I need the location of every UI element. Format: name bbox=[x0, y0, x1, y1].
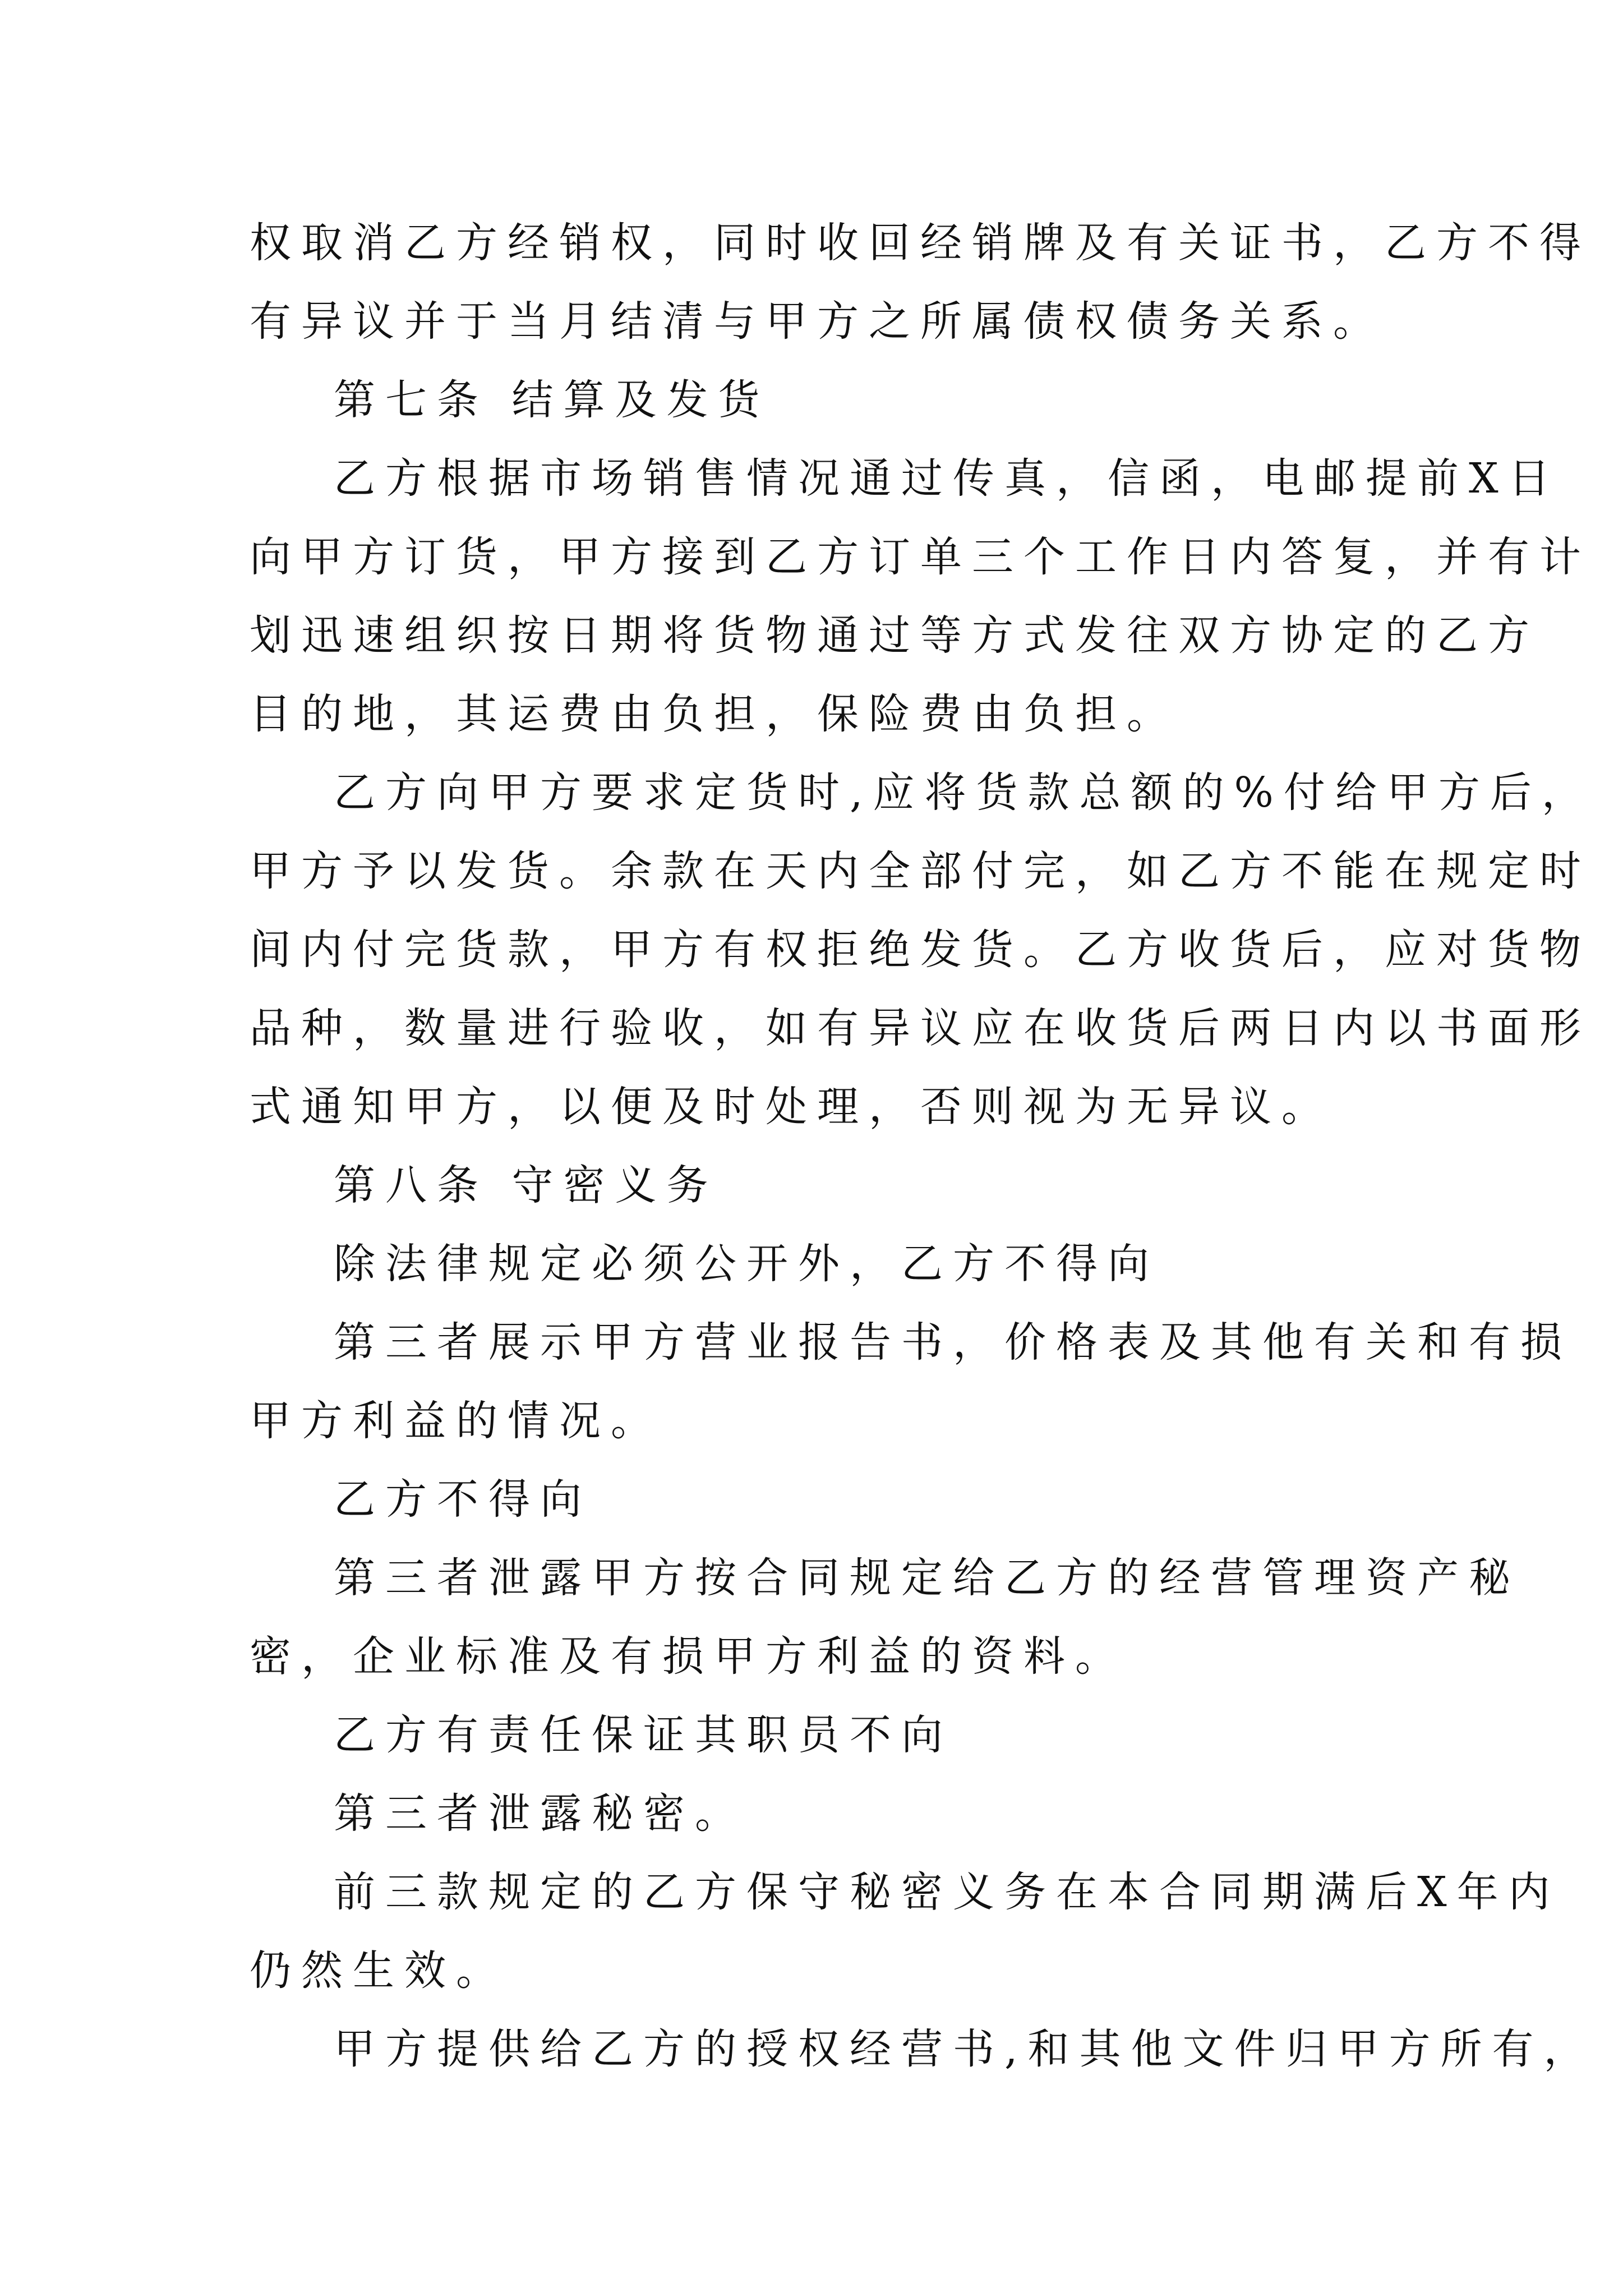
text-line: 品种，数量进行验收，如有异议应在收货后两日内以书面形 bbox=[250, 1004, 1591, 1052]
text-line: 除法律规定必须公开外，乙方不得向 bbox=[334, 1240, 1159, 1288]
text-line: 第三者泄露秘密。 bbox=[334, 1789, 746, 1838]
text-line: 仍然生效。 bbox=[250, 1947, 508, 1995]
text-line: 甲方利益的情况。 bbox=[250, 1397, 662, 1445]
text-line: 间内付完货款，甲方有权拒绝发货。乙方收货后，应对货物 bbox=[250, 926, 1591, 974]
text-line: 第三者展示甲方营业报告书，价格表及其他有关和有损 bbox=[334, 1318, 1572, 1366]
text-line: 目的地，其运费由负担，保险费由负担。 bbox=[250, 690, 1178, 738]
text-line: 甲方提供给乙方的授权经营书,和其他文件归甲方所有， bbox=[334, 2025, 1596, 2073]
text-line: 式通知甲方，以便及时处理，否则视为无异议。 bbox=[250, 1083, 1333, 1131]
text-line: 密，企业标准及有损甲方利益的资料。 bbox=[250, 1632, 1127, 1681]
text-line: 向甲方订货，甲方接到乙方订单三个工作日内答复，并有计 bbox=[250, 533, 1591, 581]
text-line: 权取消乙方经销权，同时收回经销牌及有关证书，乙方不得 bbox=[250, 219, 1591, 267]
section-heading-7: 第七条 结算及发货 bbox=[334, 376, 770, 424]
text-line: 乙方不得向 bbox=[334, 1475, 592, 1524]
text-line: 划迅速组织按日期将货物通过等方式发往双方协定的乙方 bbox=[250, 611, 1539, 660]
text-line: 有异议并于当月结清与甲方之所属债权债务关系。 bbox=[250, 297, 1385, 346]
text-line: 乙方有责任保证其职员不向 bbox=[334, 1711, 953, 1759]
text-line: 乙方根据市场销售情况通过传真，信函，电邮提前X日 bbox=[334, 454, 1560, 503]
section-heading-8: 第八条 守密义务 bbox=[334, 1161, 718, 1209]
text-line: 乙方向甲方要求定货时,应将货款总额的%付给甲方后， bbox=[334, 769, 1593, 817]
text-line: 前三款规定的乙方保守秘密义务在本合同期满后X年内 bbox=[334, 1868, 1560, 1916]
text-line: 第三者泄露甲方按合同规定给乙方的经营管理资产秘 bbox=[334, 1554, 1520, 1602]
text-line: 甲方予以发货。余款在天内全部付完，如乙方不能在规定时 bbox=[250, 847, 1591, 895]
